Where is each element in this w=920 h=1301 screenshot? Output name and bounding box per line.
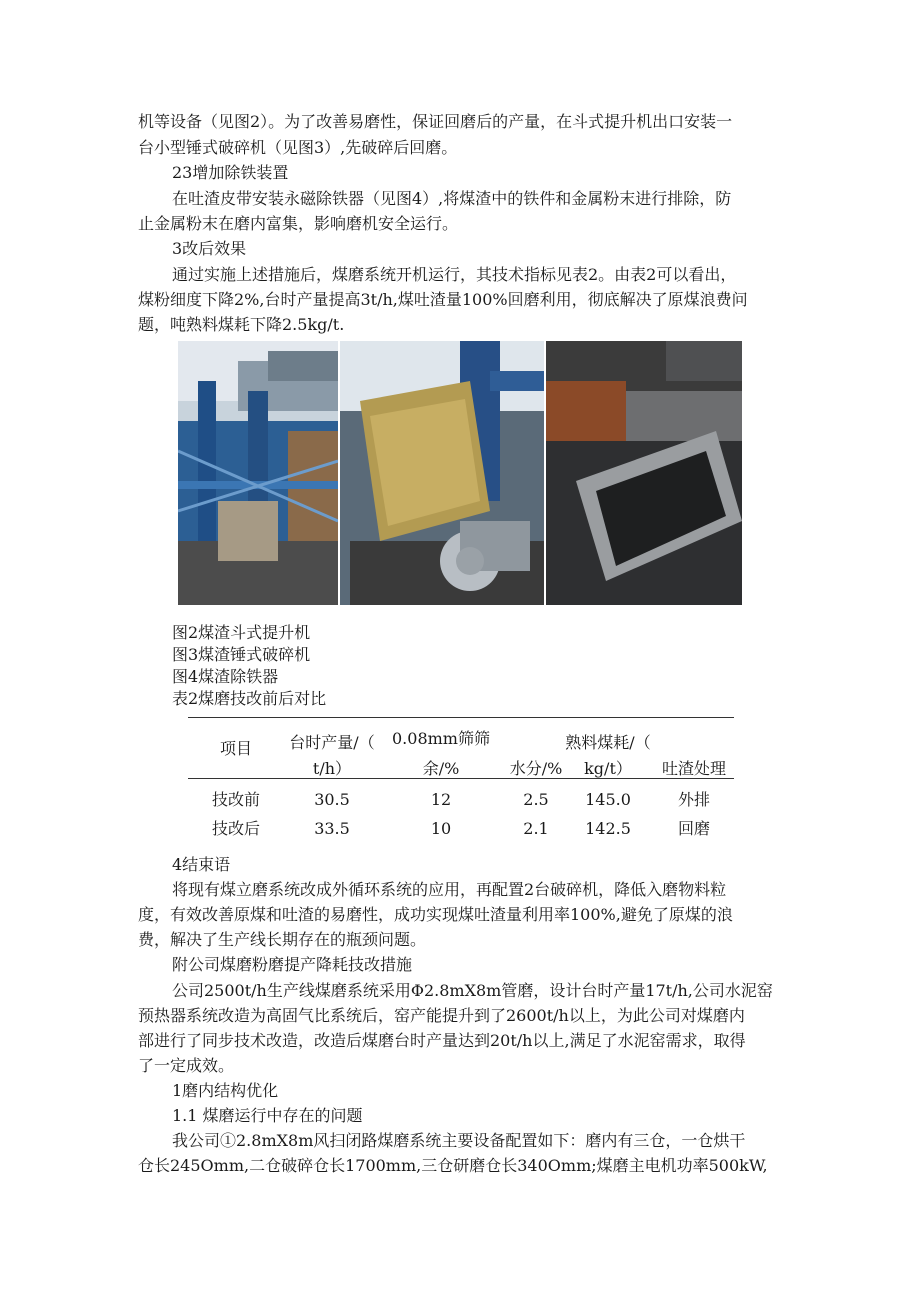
- paragraph-line: 将现有煤立磨系统改成外循环系统的应用，再配置2台破碎机，降低入磨物料粒: [172, 880, 727, 899]
- table-cell: 外排: [677, 790, 710, 809]
- table-cell: 10: [430, 819, 452, 838]
- paragraph-line: 机等设备（见图2）。为了改善易磨性，保证回磨后的产量，在斗式提升机出口安装一: [138, 112, 733, 131]
- table-cell: 12: [430, 790, 452, 809]
- paragraph-line: 题，吨熟料煤耗下降2.5kg/t.: [138, 315, 345, 334]
- comparison-table: [188, 716, 734, 844]
- section-heading: 4结束语: [172, 855, 231, 874]
- paragraph-line: 公司2500t/h生产线煤磨系统采用Φ2.8mX8m管磨，设计台时产量17t/h,公司水泥窑: [172, 981, 773, 1000]
- paragraph-line: 费，解决了生产线长期存在的瓶颈问题。: [138, 930, 427, 949]
- table-cell: 技改后: [211, 819, 260, 838]
- paragraph-line: 通过实施上述措施后，煤磨系统开机运行，其技术指标见表2。由表2可以看出，: [172, 265, 737, 284]
- paragraph-line: 台小型锤式破碎机（见图3）,先破碎后回磨。: [138, 138, 458, 157]
- header-coal: 熟料煤耗/（: [565, 733, 651, 752]
- figure-caption: 图3煤渣锤式破碎机: [172, 645, 311, 664]
- section-heading: 1磨内结构优化: [172, 1081, 279, 1100]
- figure-caption: 图2煤渣斗式提升机: [172, 623, 311, 642]
- paragraph-line: 在吐渣皮带安装永磁除铁器（见图4）,将煤渣中的铁件和金属粉末进行排除，防: [172, 189, 732, 208]
- paragraph-line: 止金属粉末在磨内富集，影响磨机安全运行。: [138, 214, 459, 233]
- table-cell: 30.5: [314, 790, 350, 809]
- bucket-elevator-photo: [178, 341, 338, 605]
- paragraph-line: 预热器系统改造为高固气比系统后，窑产能提升到了2600t/h以上，为此公司对煤磨内: [138, 1006, 745, 1025]
- figure-photos: [178, 341, 742, 605]
- table-caption: 表2煤磨技改前后对比: [172, 689, 327, 708]
- section-heading: 23增加除铁装置: [172, 163, 289, 182]
- table-cell: 回磨: [677, 819, 710, 838]
- paragraph-line: 煤粉细度下降2%,台时产量提高3t/h,煤吐渣量100%回磨利用，彻底解决了原煤浪费问: [138, 290, 748, 309]
- table-cell: 142.5: [585, 819, 631, 838]
- hammer-crusher-photo: [340, 341, 544, 605]
- figure-caption: 图4煤渣除铁器: [172, 667, 279, 686]
- iron-remover-photo: [546, 341, 742, 605]
- header-output-unit: t/h）: [312, 759, 352, 778]
- table-cell: 2.5: [523, 790, 549, 809]
- section-heading: 附公司煤磨粉磨提产降耗技改措施: [172, 955, 413, 974]
- header-sieve-unit: 余/%: [422, 759, 460, 778]
- table-cell: 2.1: [523, 819, 549, 838]
- paragraph-line: 仓长245Omm,二仓破碎仓长1700mm,三仓研磨仓长340Omm;煤磨主电机功率500kW,: [138, 1156, 768, 1175]
- header-output: 台时产量/（: [289, 733, 375, 752]
- header-item: 项目: [219, 739, 252, 758]
- table-cell: 33.5: [314, 819, 350, 838]
- table-top-rule: [188, 717, 734, 718]
- header-water: 水分/%: [509, 759, 563, 778]
- paragraph-line: 度，有效改善原煤和吐渣的易磨性，成功实现煤吐渣量利用率100%,避免了原煤的浪: [138, 905, 733, 924]
- section-heading: 3改后效果: [172, 239, 247, 258]
- header-coal-unit: kg/t）: [584, 759, 632, 778]
- header-slag: 吐渣处理: [661, 759, 726, 778]
- header-sieve: 0.08mm筛筛: [392, 729, 490, 748]
- table-cell: 145.0: [585, 790, 631, 809]
- paragraph-line: 了一定成效。: [138, 1056, 235, 1075]
- paragraph-line: 部进行了同步技术改造，改造后煤磨台时产量达到20t/h以上,满足了水泥窑需求，取得: [138, 1031, 746, 1050]
- section-heading: 1.1 煤磨运行中存在的问题: [172, 1106, 363, 1125]
- paragraph-line: 我公司①2.8mX8m风扫闭路煤磨系统主要设备配置如下：磨内有三仓，一仓烘干: [172, 1131, 746, 1150]
- table-cell: 技改前: [211, 790, 260, 809]
